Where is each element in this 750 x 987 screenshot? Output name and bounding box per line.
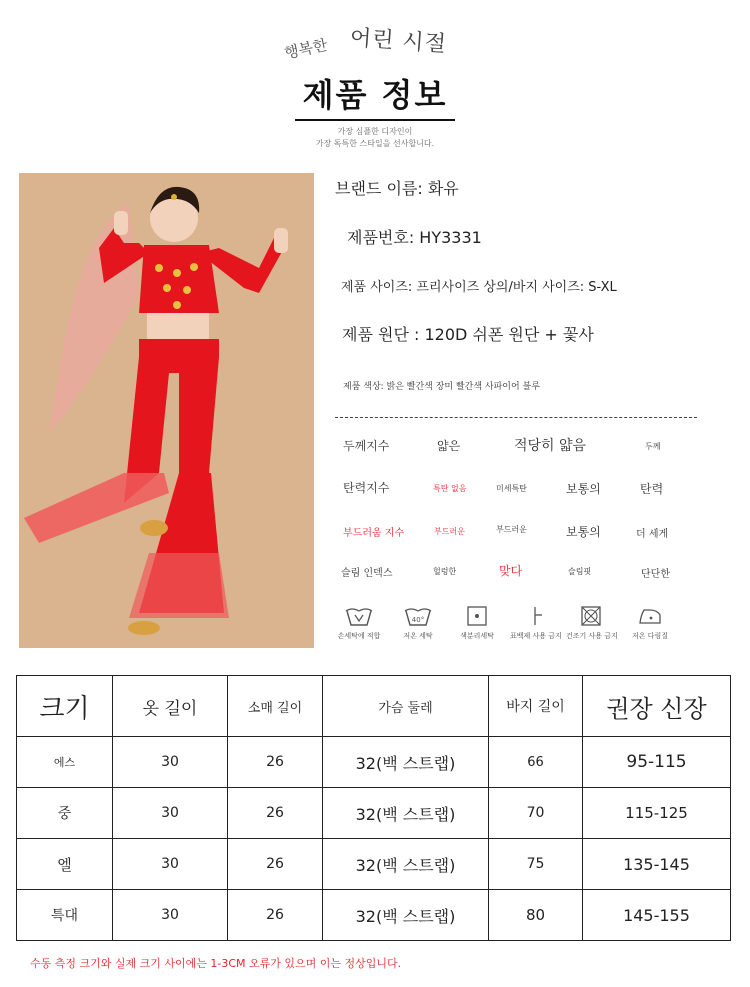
- size-table: [16, 675, 731, 941]
- wash-40-icon: [403, 605, 433, 627]
- cell-length: 30: [113, 737, 228, 788]
- dashed-divider: [335, 417, 697, 418]
- care-iron: [625, 605, 675, 641]
- cell-chest: 32(백 스트랩): [323, 737, 489, 788]
- thickness-moderate: 적당히 얇음: [514, 438, 587, 454]
- cell-size: 중: [17, 788, 113, 839]
- care-label-no-dry-clean: 건조기 사용 금지: [566, 632, 618, 640]
- softness-normal: 보통의: [566, 525, 601, 539]
- cell-pants: 66: [489, 737, 583, 788]
- tumble-dry-icon: [462, 605, 492, 627]
- cell-pants: 80: [489, 890, 583, 941]
- cell-height: 95-115: [583, 737, 731, 788]
- cell-sleeve: 26: [228, 890, 323, 941]
- iron-icon: [635, 605, 665, 627]
- care-hand-wash: [334, 605, 384, 641]
- header-subtitle-2: 가장 독특한 스타일을 선사합니다.: [315, 139, 435, 148]
- care-wash-40: [393, 605, 443, 641]
- cell-length: 30: [113, 788, 228, 839]
- cell-pants: 75: [489, 839, 583, 890]
- header-size: 크기: [17, 676, 113, 737]
- cell-size: 에스: [17, 737, 113, 788]
- elasticity-label: 탄력지수: [343, 481, 390, 495]
- care-label-hand-wash: 손세탁에 적합: [337, 632, 381, 640]
- header-sleeve: 소매 길이: [228, 676, 323, 737]
- care-label-iron: 저온 다림질: [631, 632, 669, 640]
- product-size: 제품 사이즈: 프리사이즈 상의/바지 사이즈: S-XL: [341, 280, 617, 295]
- cell-length: 30: [113, 839, 228, 890]
- header-large-script: 어린 시절: [349, 25, 448, 58]
- care-no-bleach: [510, 605, 560, 641]
- product-number: 제품번호: HY3331: [347, 228, 482, 247]
- thickness-thin: 얇은: [437, 439, 461, 453]
- cell-sleeve: 26: [228, 788, 323, 839]
- cell-length: 30: [113, 890, 228, 941]
- cell-height: 115-125: [583, 788, 731, 839]
- page-title: 제품 정보: [302, 76, 448, 114]
- elasticity-slight: 미세특탄: [496, 484, 527, 493]
- product-fabric: 제품 원단 : 120D 쉬폰 원단 + 꽃사: [342, 325, 594, 344]
- table-row: [17, 839, 731, 890]
- title-underline: [295, 119, 455, 121]
- table-header-row: [17, 676, 731, 737]
- elasticity-normal: 보통의: [566, 482, 601, 496]
- header-pants: 바지 길이: [489, 676, 583, 737]
- cell-chest: 32(백 스트랩): [323, 788, 489, 839]
- cell-size: 특대: [17, 890, 113, 941]
- cell-chest: 32(백 스트랩): [323, 890, 489, 941]
- header-small-script: 행복한: [282, 35, 329, 63]
- slim-fit: 맞다: [499, 564, 523, 578]
- no-dry-clean-icon: [576, 605, 606, 627]
- care-label-wash-40: 저온 세탁: [403, 632, 433, 640]
- softness-soft-2: 부드러운: [496, 525, 527, 534]
- svg-text:40°: 40°: [411, 616, 425, 624]
- table-row: [17, 788, 731, 839]
- slim-slimfit: 슬림핏: [568, 567, 592, 576]
- slim-label: 슬림 인덱스: [341, 568, 393, 579]
- header-chest: 가슴 둘레: [323, 676, 489, 737]
- slim-loose: 헐렁한: [433, 567, 457, 576]
- thickness-thick: 두께: [645, 442, 661, 451]
- cell-chest: 32(백 스트랩): [323, 839, 489, 890]
- cell-size: 엘: [17, 839, 113, 890]
- softness-label: 부드러움 지수: [343, 528, 405, 539]
- product-colors: 제품 색상: 밝은 빨간색 장미 빨간색 사파이어 블루: [343, 382, 540, 392]
- cell-height: 135-145: [583, 839, 731, 890]
- care-tumble-dry: [452, 605, 502, 641]
- product-photo: [19, 173, 314, 648]
- measurement-note: 수동 측정 크기와 실제 크기 사이에는 1-3CM 오류가 있으며 이는 정상입니다.: [30, 957, 402, 970]
- care-no-dry-clean: [566, 605, 616, 641]
- header-length: 옷 길이: [113, 676, 228, 737]
- elasticity-none: 특탄 없음: [433, 484, 467, 493]
- cell-sleeve: 26: [228, 737, 323, 788]
- table-row: [17, 737, 731, 788]
- thickness-label: 두께지수: [343, 439, 390, 453]
- cell-sleeve: 26: [228, 839, 323, 890]
- brand-name: 브랜드 이름: 화유: [335, 179, 459, 198]
- hand-wash-icon: [344, 605, 374, 627]
- care-label-no-bleach: 표백제 사용 금지: [510, 632, 562, 640]
- header-height: 권장 신장: [583, 676, 731, 737]
- table-row: [17, 890, 731, 941]
- cell-pants: 70: [489, 788, 583, 839]
- elasticity-high: 탄력: [640, 482, 664, 496]
- cell-height: 145-155: [583, 890, 731, 941]
- dancer-illustration: [19, 173, 314, 648]
- header-subtitle-1: 가장 심플한 디자인이: [337, 127, 413, 136]
- care-label-tumble-dry: 색분리세탁: [460, 632, 494, 640]
- softness-harder: 더 세게: [636, 529, 669, 540]
- slim-tight: 단단한: [641, 569, 670, 580]
- iron-low-icon: [520, 605, 550, 627]
- softness-soft: 부드러운: [434, 527, 465, 536]
